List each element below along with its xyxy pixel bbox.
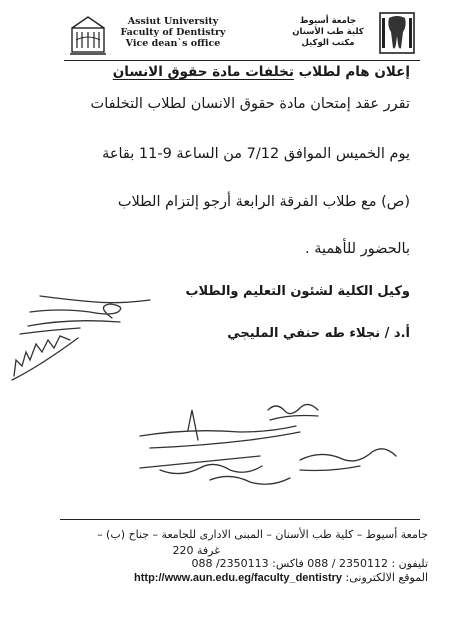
header-arabic-line: جامعة أسيوط <box>299 16 357 26</box>
notice-line: تقرر عقد إمتحان مادة حقوق الانسان لطلاب التخلفات <box>90 96 410 112</box>
header-arabic-line: كلية طب الأسنان <box>292 27 364 37</box>
footer-room: غرفة 220 <box>172 544 220 557</box>
footer-address: جامعة أسيوط – كلية طب الأسنان – المبنى الادارى للجامعة – جناح (ب) – <box>97 528 428 541</box>
header-english-line: Assiut University <box>127 16 219 27</box>
notice-line: بالحضور للأهمية . <box>305 241 410 257</box>
signatory-role: وكيل الكلية لشئون التعليم والطلاب <box>185 284 410 299</box>
header-arabic-line: مكتب الوكيل <box>301 38 355 48</box>
website-link[interactable]: http://www.aun.edu.eg/faculty_dentistry <box>134 572 343 584</box>
signatory-name: أ.د / نجلاء طه حنفي المليجي <box>227 326 410 341</box>
notice-line: (ص) مع طلاب الفرقة الرابعة أرجو إلتزام الطلاب <box>117 194 410 210</box>
notice-line: يوم الخميس الموافق 7/12 من الساعة 9-11 بقاعة <box>102 146 410 162</box>
footer-phones: تليفون : 2350112 / 088 فاكس: 2350113/ 088 <box>191 557 428 570</box>
footer-divider <box>60 519 420 520</box>
title-subject: تخلفات مادة حقوق الانسان <box>112 64 294 80</box>
header-english-line: Faculty of Dentistry <box>120 27 226 38</box>
title-prefix: إعلان هام لطلاب <box>298 64 410 80</box>
website-label: الموقع الالكترونى: <box>345 571 428 584</box>
footer-website <box>134 571 428 584</box>
header-english-line: Vice dean`s office <box>125 38 221 49</box>
